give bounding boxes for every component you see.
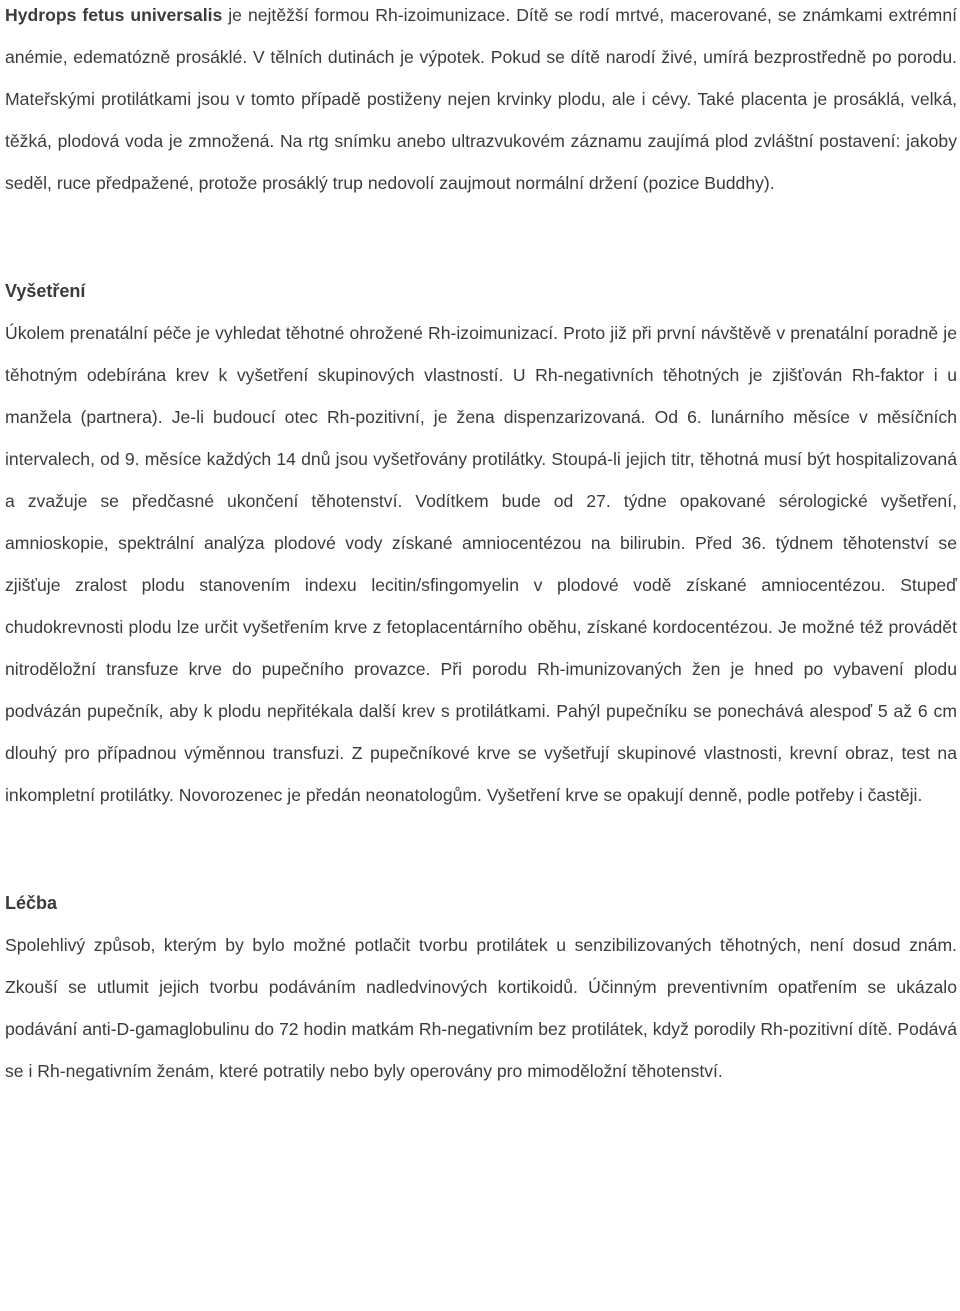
- intro-text: je nejtěžší formou Rh-izoimunizace. Dítě se rodí mrtvé, macerované, se známkami extrémní anémie, edematózně prosáklé. V tělních dutinách je výpotek. Pokud se dítě narodí živé, umírá bezprostředně po porodu. Mateřskými protilátkami jsou v tomto případě postiženy nejen krvinky plodu, ale i cévy. Také placenta je prosáklá, velká, těžká, plodová voda je zmnožená. Na rtg snímku anebo ultrazvukovém záznamu zaujímá plod zvláštní postavení: jakoby seděl, ruce předpažené, protože prosáklý trup nedovolí zaujmout normální držení (pozice Buddhy).: [5, 5, 957, 193]
- section-paragraph-lecba: Spolehlivý způsob, kterým by bylo možné potlačit tvorbu protilátek u senzibilizovaných těhotných, není dosud znám. Zkouší se utlumit jejich tvorbu podáváním nadledvinových kortikoidů. Účinným preventivním opatřením se ukázalo podávání anti-D-gamaglobulinu do 72 hodin matkám Rh-negativním bez protilátek, když porodily Rh-pozitivní dítě. Podává se i Rh-negativním ženám, které potratily nebo byly operovány pro mimoděložní těhotenství.: [5, 935, 957, 1081]
- section-heading-vysetreni: Vyšetření: [5, 281, 86, 301]
- section-heading-lecba: Léčba: [5, 893, 58, 913]
- document-page: [5, 0, 957, 1092]
- spacer: [5, 204, 957, 270]
- intro-term: Hydrops fetus universalis: [5, 5, 223, 25]
- spacer: [5, 816, 957, 882]
- section-paragraph-vysetreni: Úkolem prenatální péče je vyhledat těhotné ohrožené Rh-izoimunizací. Proto již při první návštěvě v prenatální poradně je těhotným odebírána krev k vyšetření skupinových vlastností. U Rh-negativních těhotných je zjišťován Rh-faktor i u manžela (partnera). Je-li budoucí otec Rh-pozitivní, je žena dispenzarizovaná. Od 6. lunárního měsíce v měsíčních intervalech, od 9. měsíce každých 14 dnů jsou vyšetřovány protilátky. Stoupá-li jejich titr, těhotná musí být hospitalizovaná a zvažuje se předčasné ukončení těhotenství. Vodítkem bude od 27. týdne opakované sérologické vyšetření, amnioskopie, spektrální analýza plodové vody získané amniocentézou na bilirubin. Před 36. týdnem těhotenství se zjišťuje zralost plodu stanovením indexu lecitin/sfingomyelin v plodové vodě získané amniocentézou. Stupeď chudokrevnosti plodu lze určit vyšetřením krve z fetoplacentárního oběhu, získané kordocentézou. Je možné též provádět nitroděložní transfuze krve do pupečního provazce. Při porodu Rh-imunizovaných žen je hned po vybavení plodu podvázán pupečník, aby k plodu nepřitékala další krev s protilátkami. Pahýl pupečníku se ponechává alespoď 5 až 6 cm dlouhý pro případnou výměnnou transfuzi. Z pupečníkové krve se vyšetřují skupinové vlastnosti, krevní obraz, test na inkompletní protilátky. Novorozenec je předán neonatologům. Vyšetření krve se opakují denně, podle potřeby i častěji.: [5, 323, 957, 805]
- intro-paragraph: [5, 0, 957, 204]
